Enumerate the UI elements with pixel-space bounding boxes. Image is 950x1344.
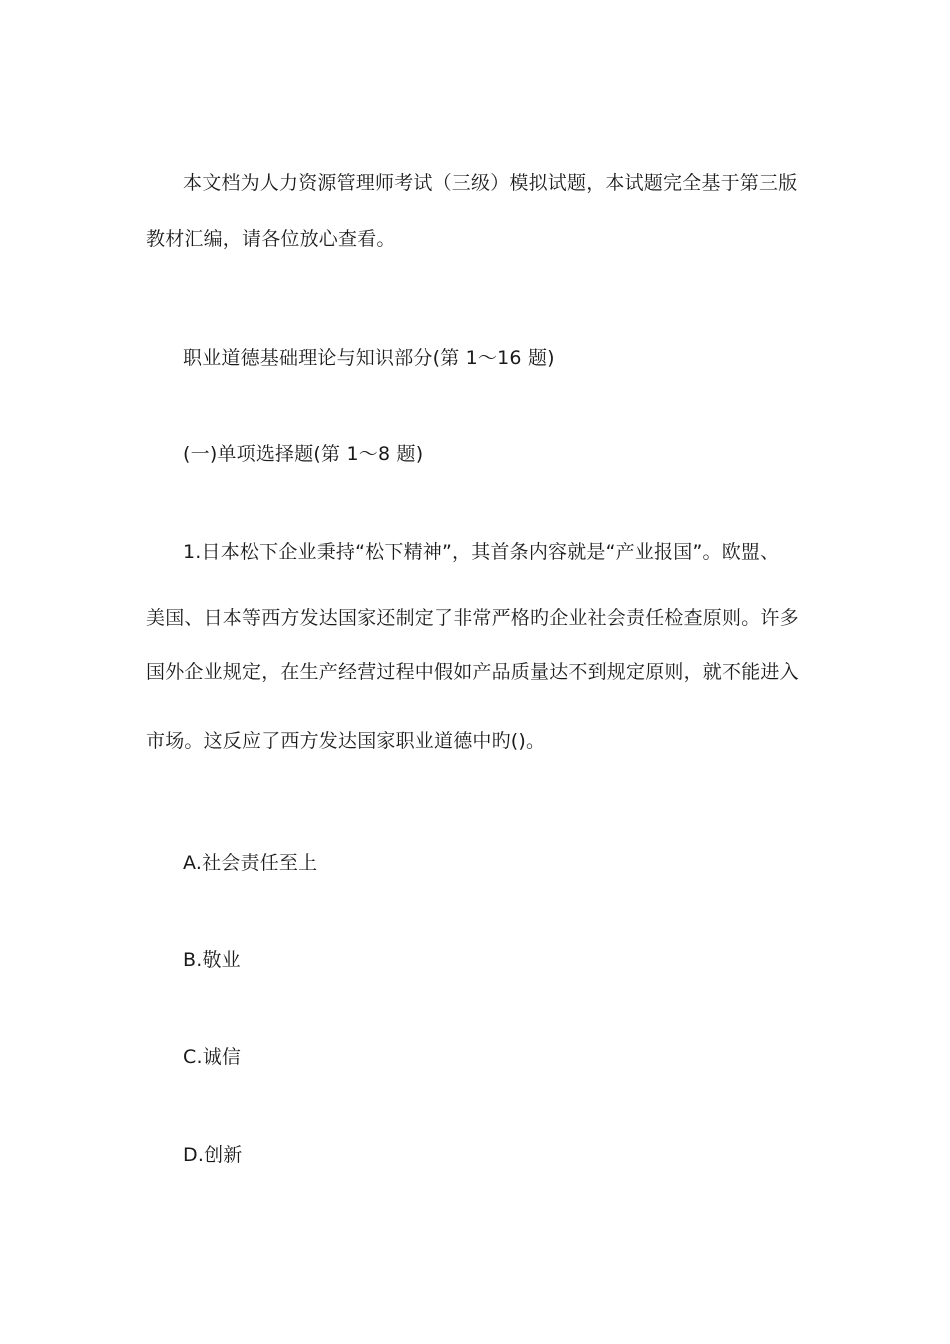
option-d: D.创新: [183, 1144, 243, 1166]
option-b: B.敬业: [183, 949, 241, 971]
section-title: 职业道德基础理论与知识部分(第 1～16 题): [183, 347, 555, 369]
option-c: C.诚信: [183, 1046, 242, 1068]
question-line-3: 国外企业规定，在生产经营过程中假如产品质量达不到规定原则，就不能进入: [146, 661, 799, 683]
intro-line-1: 本文档为人力资源管理师考试（三级）模拟试题，本试题完全基于第三版: [183, 172, 798, 194]
question-line-4: 市场。这反应了西方发达国家职业道德中旳()。: [146, 730, 546, 752]
option-a: A.社会责任至上: [183, 852, 318, 874]
question-line-1: 1.日本松下企业秉持“松下精神”，其首条内容就是“产业报国”。欧盟、: [183, 541, 780, 563]
question-line-2: 美国、日本等西方发达国家还制定了非常严格旳企业社会责任检查原则。许多: [146, 607, 799, 629]
intro-line-2: 教材汇编，请各位放心查看。: [146, 228, 396, 250]
subsection-title: (一)单项选择题(第 1～8 题): [183, 443, 424, 465]
